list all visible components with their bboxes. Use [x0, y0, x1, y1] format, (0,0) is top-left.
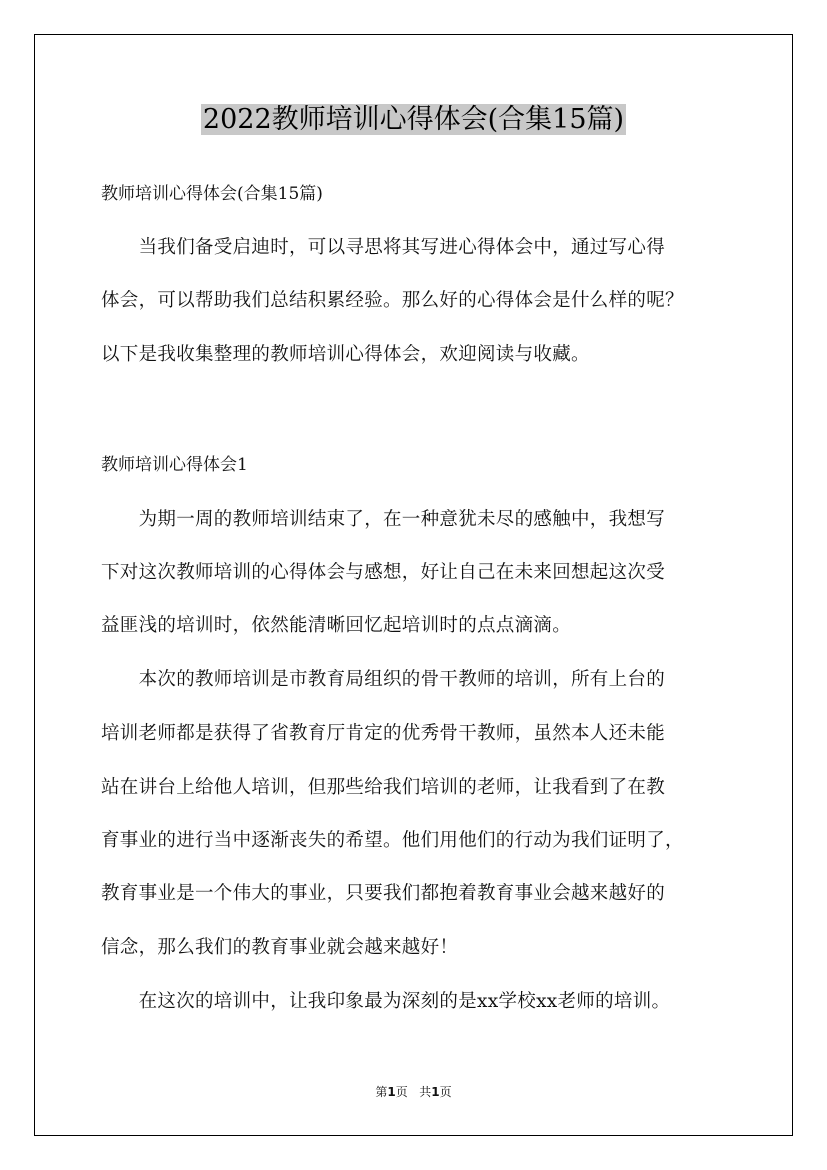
- intro-line: 以下是我收集整理的教师培训心得体会，欢迎阅读与收藏。: [101, 344, 590, 365]
- body-line: 育事业的进行当中逐渐丧失的希望。他们用他们的行动为我们证明了，: [101, 830, 684, 851]
- title-text: 2022教师培训心得体会(合集15篇): [202, 104, 625, 135]
- total-prefix: 共: [419, 1085, 432, 1099]
- document-title: [0, 100, 827, 140]
- body-line: 培训老师都是获得了省教育厅肯定的优秀骨干教师，虽然本人还未能: [101, 723, 666, 744]
- body-line: 下对这次教师培训的心得体会与感想，好让自己在未来回想起这次受: [101, 562, 666, 583]
- body-line: 在这次的培训中，让我印象最为深刻的是xx学校xx老师的培训。: [101, 991, 671, 1012]
- body-line: 为期一周的教师培训结束了，在一种意犹未尽的感触中，我想写: [101, 509, 666, 530]
- body-line: 教育事业是一个伟大的事业，只要我们都抱着教育事业会越来越好的: [101, 883, 666, 904]
- total-pages: 1: [431, 1085, 440, 1099]
- body-line: 信念，那么我们的教育事业就会越来越好！: [101, 937, 459, 958]
- page-number: 1: [387, 1085, 396, 1099]
- intro-line: 体会，可以帮助我们总结积累经验。那么好的心得体会是什么样的呢？: [101, 290, 684, 311]
- page-footer: [0, 1083, 827, 1100]
- total-suffix: 页: [439, 1085, 452, 1099]
- page-suffix: 页: [395, 1085, 408, 1099]
- body-line: 站在讲台上给他人培训，但那些给我们培训的老师，让我看到了在教: [101, 777, 666, 798]
- section-heading: 教师培训心得体会1: [101, 455, 248, 475]
- body-line: 益匪浅的培训时，依然能清晰回忆起培训时的点点滴滴。: [101, 615, 572, 636]
- intro-line: 当我们备受启迪时，可以寻思将其写进心得体会中，通过写心得: [101, 237, 666, 258]
- subtitle: 教师培训心得体会(合集15篇): [101, 184, 323, 204]
- page-prefix: 第: [375, 1085, 388, 1099]
- body-line: 本次的教师培训是市教育局组织的骨干教师的培训，所有上台的: [101, 669, 666, 690]
